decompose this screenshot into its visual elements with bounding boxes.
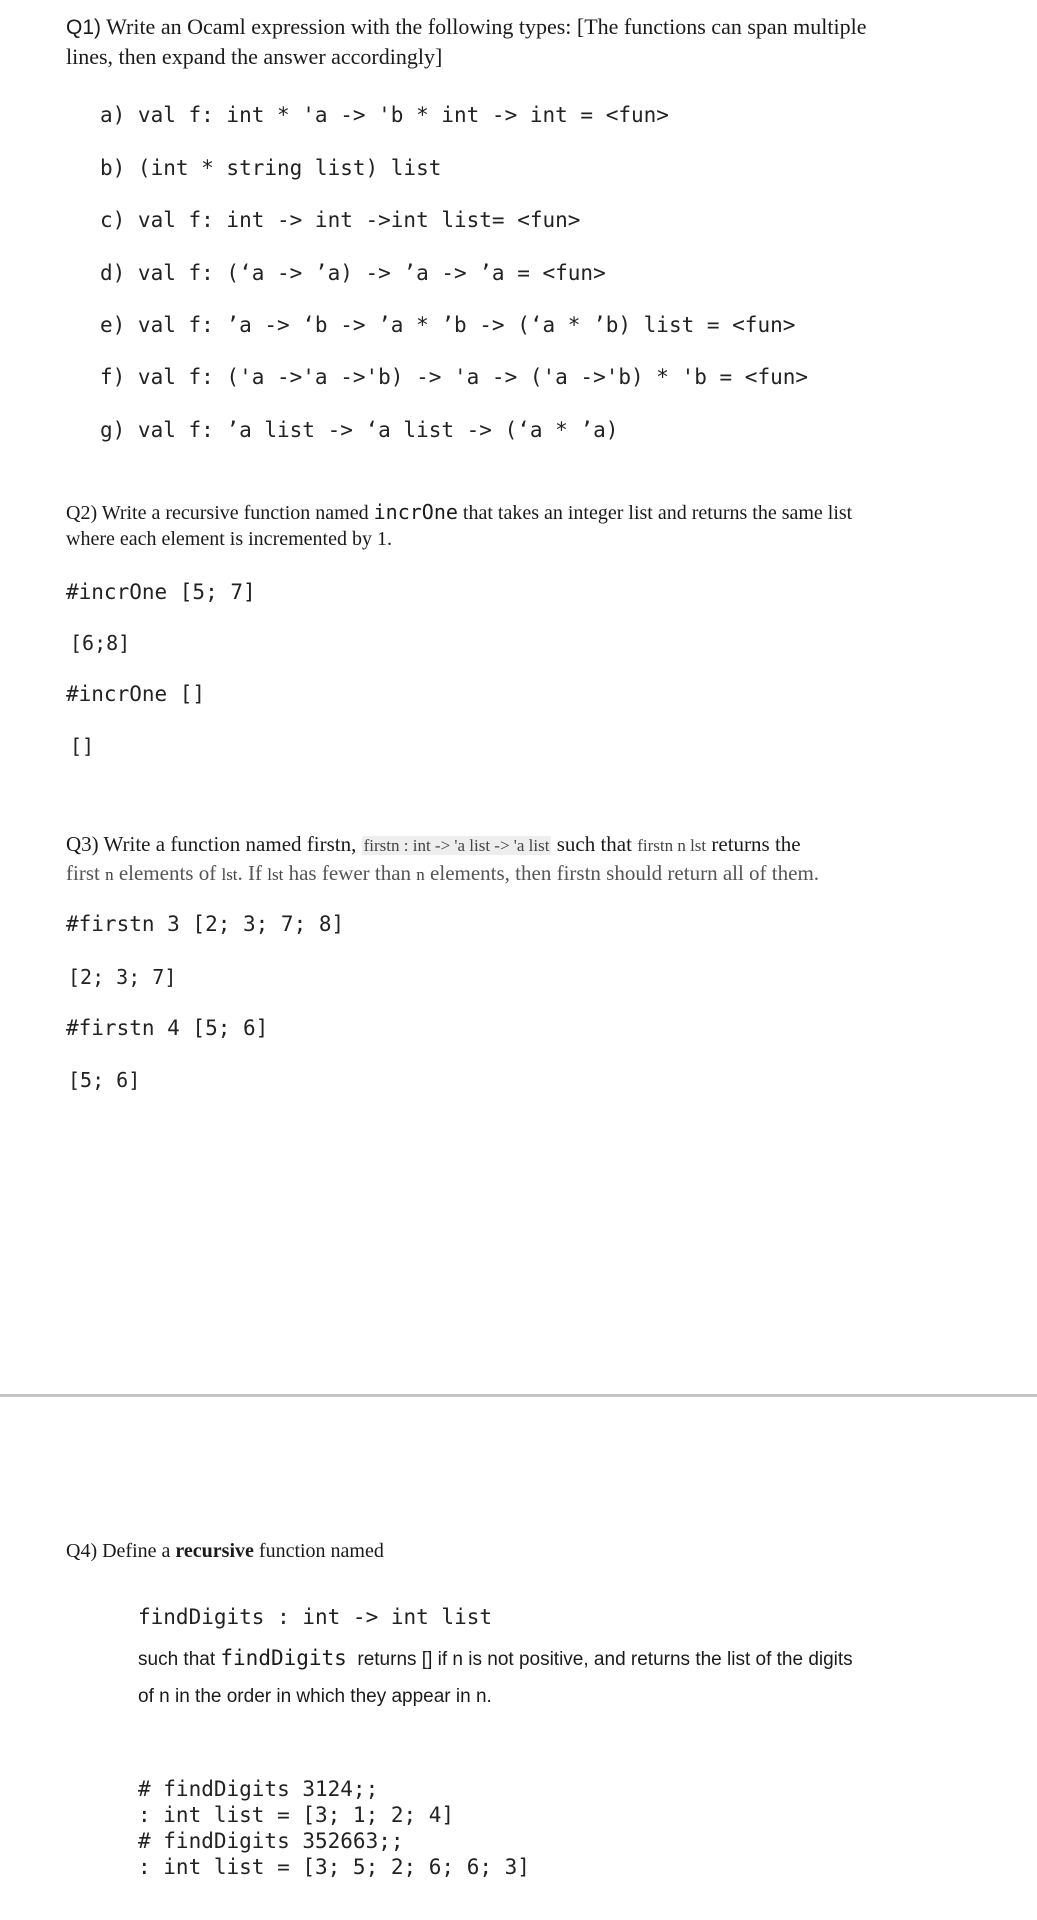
- q3-n: n: [105, 865, 114, 884]
- q2-result-2: []: [70, 734, 95, 758]
- q3-text-d: has fewer than: [283, 861, 417, 885]
- q4-desc-b: returns [] if n is not positive, and returns the list of the digits: [346, 1649, 853, 1670]
- q4-suffix: function named: [253, 1540, 384, 1562]
- q3-example-1: #firstn 3 [2; 3; 7; 8]: [66, 912, 345, 936]
- q1-item-a: a) val f: int * 'a -> 'b * int -> int = <fun>: [100, 103, 669, 127]
- q3-text-e: elements, then firstn should return all of them.: [424, 861, 820, 885]
- q4-desc-line1: [138, 1646, 853, 1671]
- q1-item-g: g) val f: ’a list -> ‘a list -> (‘a * ’a): [100, 418, 619, 442]
- q2-line2: where each element is incremented by 1.: [66, 528, 392, 550]
- q4-prefix: Q4) Define a: [66, 1540, 176, 1562]
- q1-text: Write an Ocaml expression with the following types: [The functions can span multiple: [101, 14, 867, 39]
- q3-mid: such that: [551, 832, 638, 856]
- q4-title: [66, 1540, 384, 1563]
- q2-line1: [66, 500, 852, 525]
- q4-result-2: : int list = [3; 5; 2; 6; 6; 3]: [138, 1855, 530, 1879]
- q3-text-b: elements of: [113, 861, 222, 885]
- q2-suffix: that takes an integer list and returns the same list: [457, 502, 853, 524]
- q3-lst-2: lst: [267, 865, 284, 884]
- q3-example-2: #firstn 4 [5; 6]: [66, 1016, 269, 1040]
- q1-item-f: f) val f: ('a ->'a ->'b) -> 'a -> ('a ->'b) * 'b = <fun>: [100, 365, 809, 389]
- q4-example-2: # findDigits 352663;;: [138, 1829, 404, 1853]
- q1-line1: [66, 12, 867, 42]
- q1-item-d: d) val f: (‘a -> ’a) -> ’a -> ’a = <fun>: [100, 261, 606, 285]
- q1-item-b: b) (int * string list) list: [100, 156, 442, 180]
- q4-signature: findDigits : int -> int list: [138, 1605, 493, 1629]
- q1-line2: lines, then expand the answer accordingly]: [66, 44, 443, 69]
- q4-result-1: : int list = [3; 1; 2; 4]: [138, 1803, 455, 1827]
- q3-suffix: returns the: [706, 832, 801, 856]
- q1-item-e: e) val f: ’a -> ‘b -> ’a * ’b -> (‘a * ’b) list = <fun>: [100, 313, 796, 337]
- q1-label: Q1): [66, 16, 102, 39]
- page-divider: [0, 1394, 1037, 1397]
- q3-line2: [66, 861, 819, 886]
- q3-prefix: Q3) Write a function named firstn,: [66, 832, 362, 856]
- q4-example-1: # findDigits 3124;;: [138, 1777, 379, 1801]
- q4-desc-fn: findDigits: [220, 1646, 347, 1670]
- q1-item-c: c) val f: int -> int ->int list= <fun>: [100, 208, 581, 232]
- q4-desc-a: such that: [138, 1649, 221, 1670]
- q3-result-2: [5; 6]: [68, 1068, 141, 1092]
- q3-n-2: n: [416, 865, 425, 884]
- q2-example-1: #incrOne [5; 7]: [66, 580, 256, 604]
- q2-function-name: incrOne: [373, 500, 458, 524]
- q3-line1: [66, 832, 801, 857]
- q3-call: firstn n lst: [637, 836, 707, 855]
- q2-example-2: #incrOne []: [66, 682, 206, 706]
- q4-bold: recursive: [175, 1540, 254, 1562]
- q2-result-1: [6;8]: [70, 631, 131, 655]
- q3-result-1: [2; 3; 7]: [68, 965, 177, 989]
- q3-text-a: first: [66, 861, 106, 885]
- q2-prefix: Q2) Write a recursive function named: [66, 502, 374, 524]
- q4-desc-line2: of n in the order in which they appear in n.: [138, 1686, 492, 1707]
- q3-lst: lst: [221, 865, 238, 884]
- q3-text-c: . If: [237, 861, 268, 885]
- q3-signature: firstn : int -> 'a list -> 'a list: [363, 836, 550, 855]
